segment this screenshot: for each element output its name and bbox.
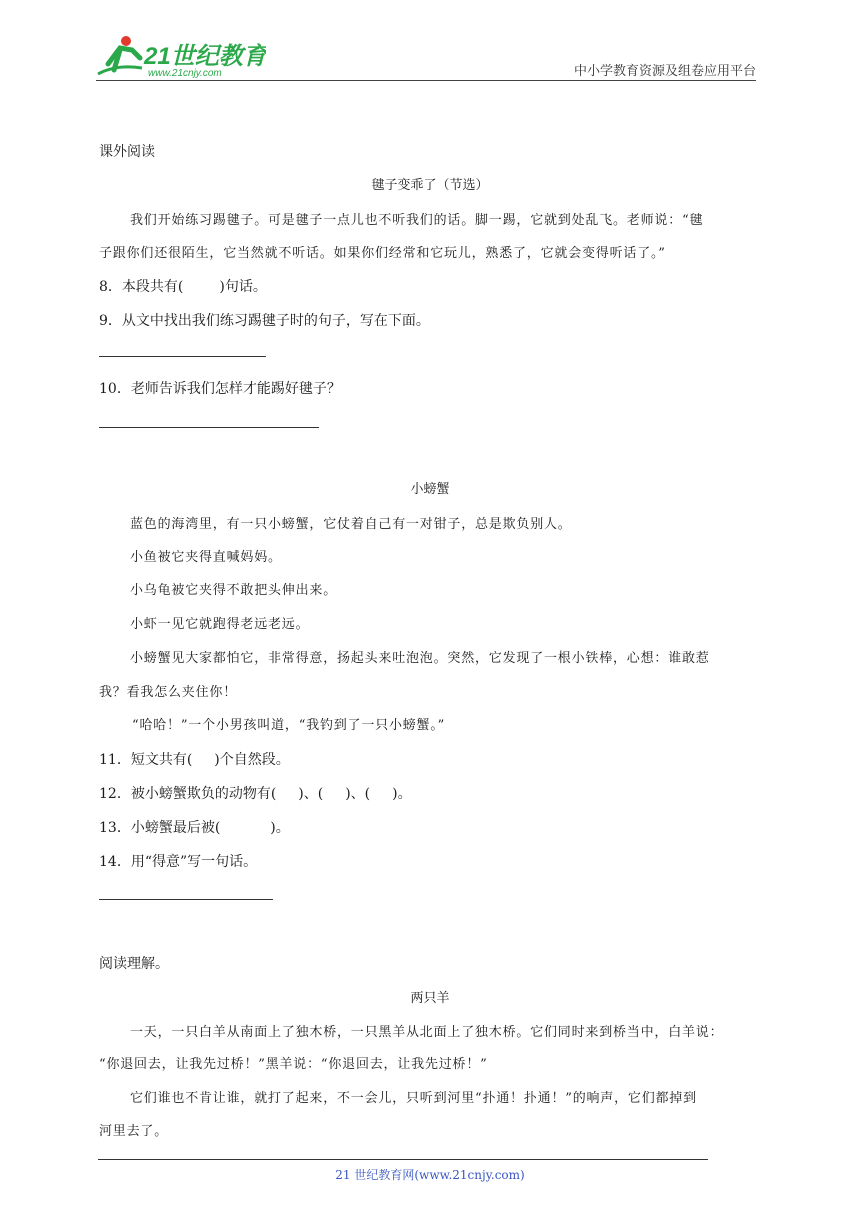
section3-para2-line1: 它们谁也不肯让谁，就打了起来，不一会儿，只听到河里“扑通！扑通！”的响声，它们都掉到 [130, 1091, 697, 1106]
section3-heading: 阅读理解。 [99, 956, 169, 972]
footer-link[interactable]: 21 世纪教育网(www.21cnjy.com) [335, 1168, 525, 1182]
section3-para1-line2: “你退回去，让我先过桥！”黑羊说：“你退回去，让我先过桥！” [99, 1057, 488, 1072]
question-13 [99, 817, 290, 837]
question-11-prefix: 11．短文共有( [99, 752, 193, 768]
question-8 [99, 276, 267, 296]
section2-para5-line1: 小螃蟹见大家都怕它，非常得意，扬起头来吐泡泡。突然，它发现了一根小铁棒，心想：谁敢惹 [130, 651, 710, 666]
logo-url: www.21cnjy.com [148, 68, 222, 79]
question-13-suffix: )。 [270, 820, 290, 836]
question-11 [99, 749, 290, 769]
section1-para1-line1: 我们开始练习踢毽子。可是毽子一点儿也不听我们的话。脚一踢，它就到处乱飞。老师说：“毽 [130, 213, 704, 228]
footer-divider [98, 1159, 708, 1160]
question-10-answer-line[interactable] [99, 427, 319, 428]
section2-para1: 蓝色的海湾里，有一只小螃蟹，它仗着自己有一对钳子，总是欺负别人。 [130, 517, 572, 532]
section3-title: 两只羊 [410, 991, 450, 1006]
section2-title: 小螃蟹 [410, 482, 450, 497]
question-10: 10．老师告诉我们怎样才能踢好毽子？ [99, 381, 341, 397]
question-13-prefix: 13．小螃蟹最后被( [99, 820, 221, 836]
question-12-sep-2: )、( [345, 786, 371, 802]
logo-text: 21世纪教育 [144, 43, 266, 70]
section1-heading: 课外阅读 [99, 144, 155, 160]
section2-para4: 小虾一见它就跑得老远老远。 [130, 617, 310, 632]
question-12-suffix: )。 [392, 786, 412, 802]
question-12-prefix: 12．被小螃蟹欺负的动物有( [99, 786, 277, 802]
running-man-logo-icon [96, 34, 266, 80]
section2-para3: 小乌龟被它夹得不敢把头伸出来。 [130, 583, 338, 598]
question-12-sep-1: )、( [298, 786, 324, 802]
question-14: 14．用“得意”写一句话。 [99, 854, 258, 870]
platform-name: 中小学教育资源及组卷应用平台 [573, 64, 756, 79]
question-14-answer-line[interactable] [99, 899, 273, 900]
section1-para1-line2: 子跟你们还很陌生，它当然就不听话。如果你们经常和它玩儿，熟悉了，它就会变得听话了。” [99, 246, 666, 261]
question-8-prefix: 8．本段共有( [99, 279, 184, 295]
section1-title: 毽子变乖了（节选） [371, 178, 489, 193]
question-8-suffix: )句话。 [219, 279, 267, 295]
section3-para2-line2: 河里去了。 [99, 1124, 169, 1139]
question-9-answer-line[interactable] [99, 356, 266, 357]
question-12 [99, 783, 412, 803]
header-divider [96, 80, 756, 81]
site-logo [96, 34, 266, 80]
section2-para2: 小鱼被它夹得直喊妈妈。 [130, 550, 282, 565]
section2-para5-line2: 我？看我怎么夹住你！ [99, 685, 238, 700]
question-11-suffix: )个自然段。 [214, 752, 290, 768]
question-9: 9．从文中找出我们练习踢毽子时的句子，写在下面。 [99, 313, 430, 329]
section2-para6: “哈哈！”一个小男孩叫道，“我钓到了一只小螃蟹。” [132, 718, 446, 733]
section3-para1-line1: 一天，一只白羊从南面上了独木桥，一只黑羊从北面上了独木桥。它们同时来到桥当中，白羊说： [130, 1025, 724, 1040]
